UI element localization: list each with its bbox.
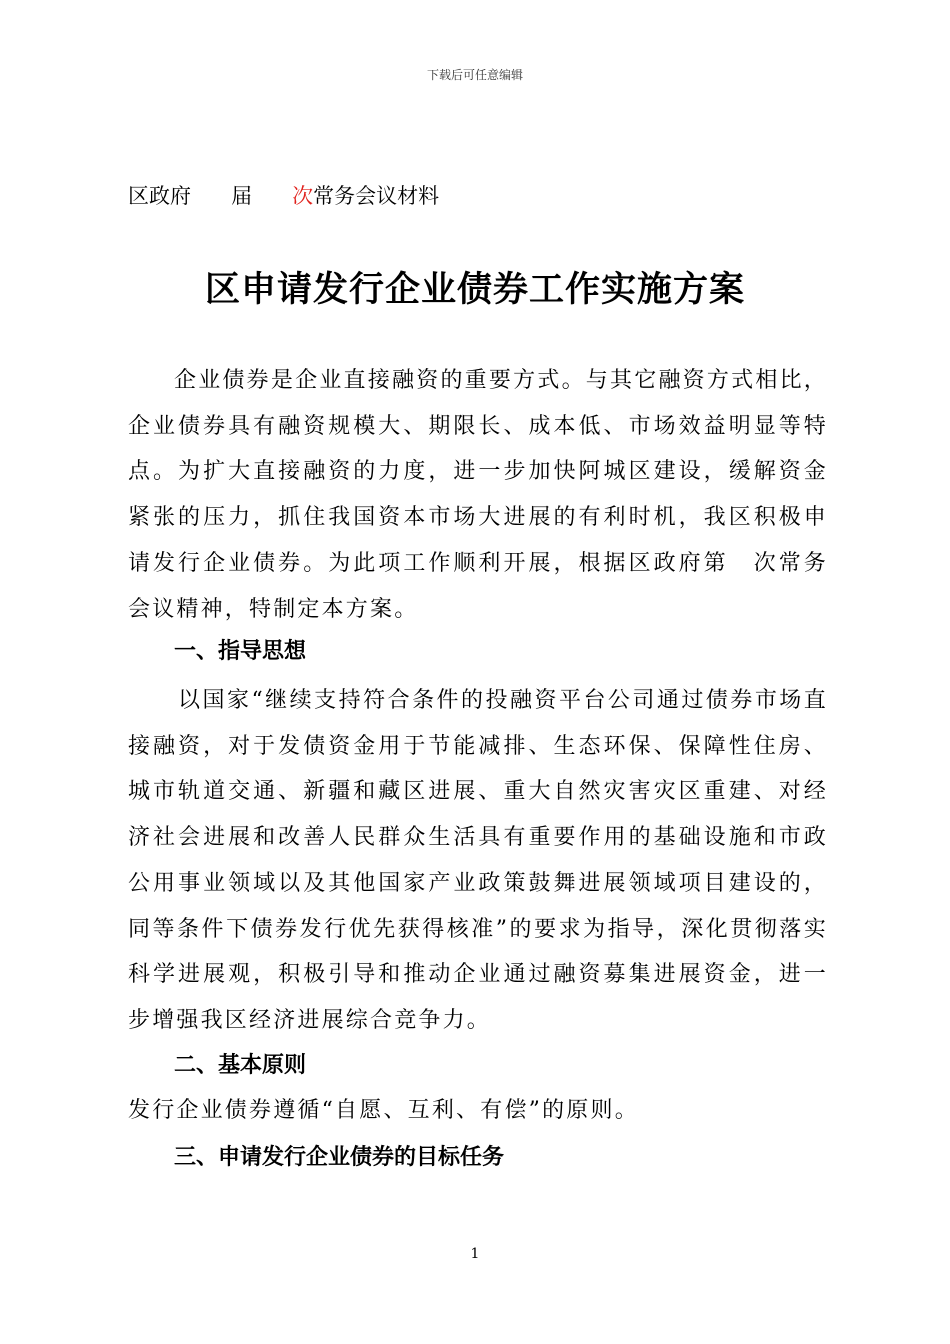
- meeting-line-session: 届: [231, 184, 253, 208]
- section-heading-guiding: 一、指导思想: [174, 639, 307, 664]
- meeting-line-government: 区政府: [128, 184, 191, 208]
- principle-paragraph: 发行企业债券遵循“自愿、互利、有偿”的原则。: [128, 1098, 639, 1123]
- intro-paragraph: 企业债券是企业直接融资的重要方式。与其它融资方式相比，企业债券具有融资规模大、期限长、成本低、市场效益明显等特点。为扩大直接融资的力度，进一步加快阿城区建设，缓解资金紧张的压力，抓住我国资本市场大进展的有利时机，我区积极申请发行企业债券。为此项工作顺利开展，根据区政府第 次常务会议精神，特制定本方案。: [128, 368, 828, 622]
- header-note: 下载后可任意编辑: [426, 68, 523, 82]
- meeting-line: [128, 180, 439, 210]
- section-heading-targets: 三、申请发行企业债券的目标任务: [174, 1145, 505, 1170]
- guiding-paragraph: 以国家“继续支持符合条件的投融资平台公司通过债券市场直接融资，对于发债资金用于节能减排、生态环保、保障性住房、城市轨道交通、新疆和藏区进展、重大自然灾害灾区重建、对经济社会进展和改善人民群众生活具有重要作用的基础设施和市政公用事业领域以及其他国家产业政策鼓舞进展领域项目建设的，同等条件下债券发行优先获得核准”的要求为指导，深化贯彻落实科学进展观，积极引导和推动企业通过融资募集进展资金，进一步增强我区经济进展综合竞争力。: [128, 688, 828, 1033]
- meeting-line-meeting: 常务会议材料: [313, 184, 440, 208]
- meeting-line-ordinal: 次: [292, 184, 314, 208]
- document-title: 区申请发行企业债券工作实施方案: [204, 269, 745, 310]
- section-heading-principle: 二、基本原则: [174, 1053, 307, 1078]
- page-number: 1: [470, 1246, 480, 1262]
